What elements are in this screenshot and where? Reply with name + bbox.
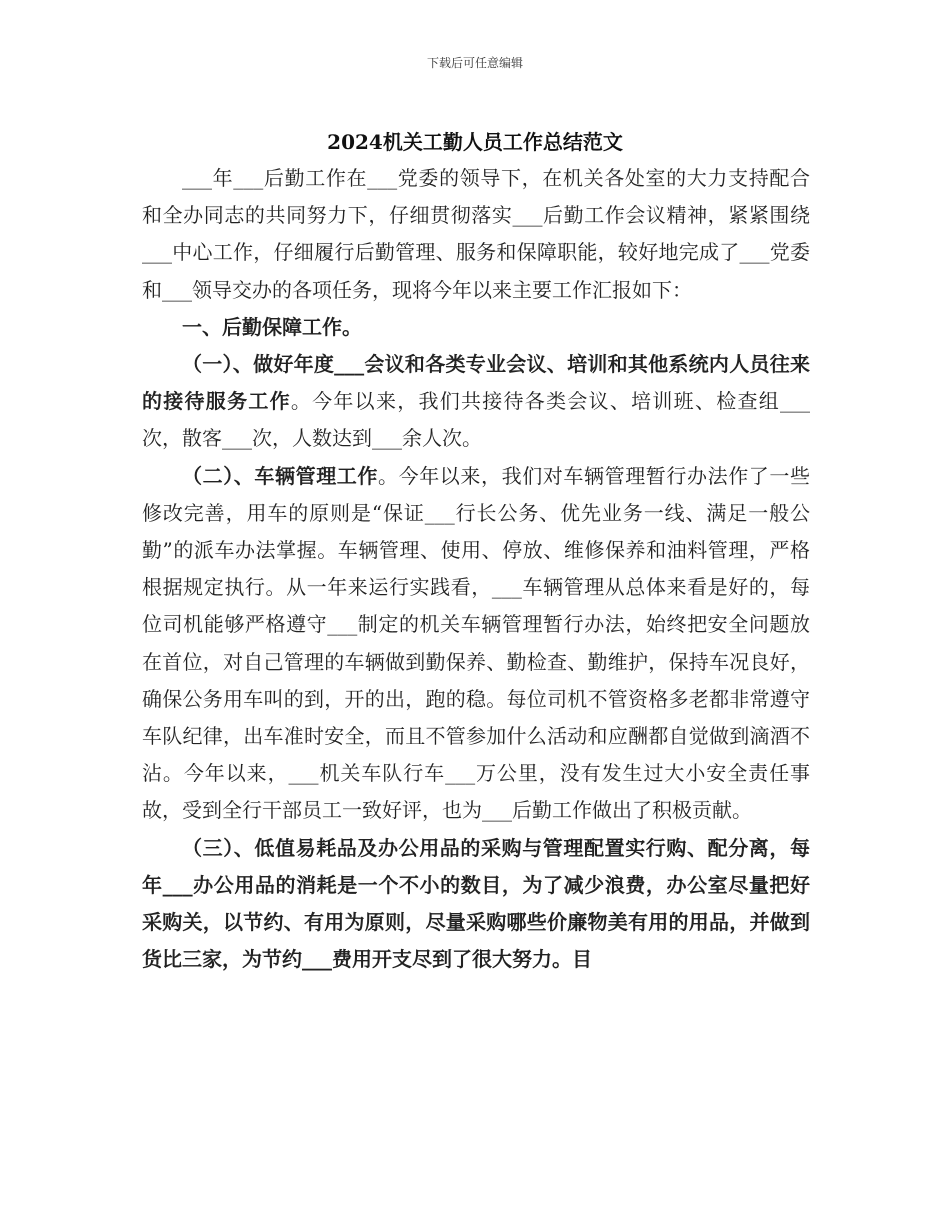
document-title: 2024机关工勤人员工作总结范文	[327, 130, 623, 154]
paragraph-2	[142, 458, 810, 830]
paragraph-2-text: 。今年以来，我们对车辆管理暂行办法作了一些修改完善，用车的原则是“保证___行长公务、优先业务一线、满足一般公勤”的派车办法掌握。车辆管理、使用、停放、维修保养和油料管理，严格根据规定执行。从一年来运行实践看，___车辆管理从总体来看是好的，每位司机能够严格遵守___制定的机关车辆管理暂行办法，始终把安全问题放在首位，对自己管理的车辆做到勤保养、勤检查、勤维护，保持车况良好，确保公务用车叫的到，开的出，跑的稳。每位司机不管资格多老都非常遵守车队纪律，出车准时安全，而且不管参加什么活动和应酬都自觉做到滴酒不沾。今年以来，___机关车队行车___万公里，没有发生过大小安全责任事故，受到全行干部员工一致好评，也为___后勤工作做出了积极贡献。	[142, 463, 810, 823]
paragraph-1	[142, 346, 810, 458]
paragraph-3: （三）、低值易耗品及办公用品的采购与管理配置实行购、配分离，每年___办公用品的消耗是一个不小的数目，为了减少浪费，办公室尽量把好采购关，以节约、有用为原则，尽量采购哪些价廉物美有用的用品，并做到货比三家，为节约___费用开支尽到了很大努力。目	[142, 835, 810, 972]
page-header: 下载后可任意编辑	[426, 56, 523, 70]
intro-paragraph: ___年___后勤工作在___党委的领导下，在机关各处室的大力支持配合和全办同志的共同努力下，仔细贯彻落实___后勤工作会议精神，紧紧围绕___中心工作，仔细履行后勤管理、服务和保障职能，较好地完成了___党委和___领导交办的各项任务，现将今年以来主要工作汇报如下：	[142, 166, 810, 302]
document-body	[142, 160, 810, 978]
paragraph-1-lead: （一）、做好年度___会议和各类专业会议、培训和其他系统内人员往来的接待服务工作	[142, 352, 810, 414]
paragraph-2-lead: （二）、车辆管理工作	[182, 463, 378, 488]
section-heading-1: 一、后勤保障工作。	[182, 314, 362, 339]
paragraph-1-text: 。今年以来，我们共接待各类会议、培训班、检查组___次，散客___次，人数达到___余人次。	[142, 389, 811, 451]
